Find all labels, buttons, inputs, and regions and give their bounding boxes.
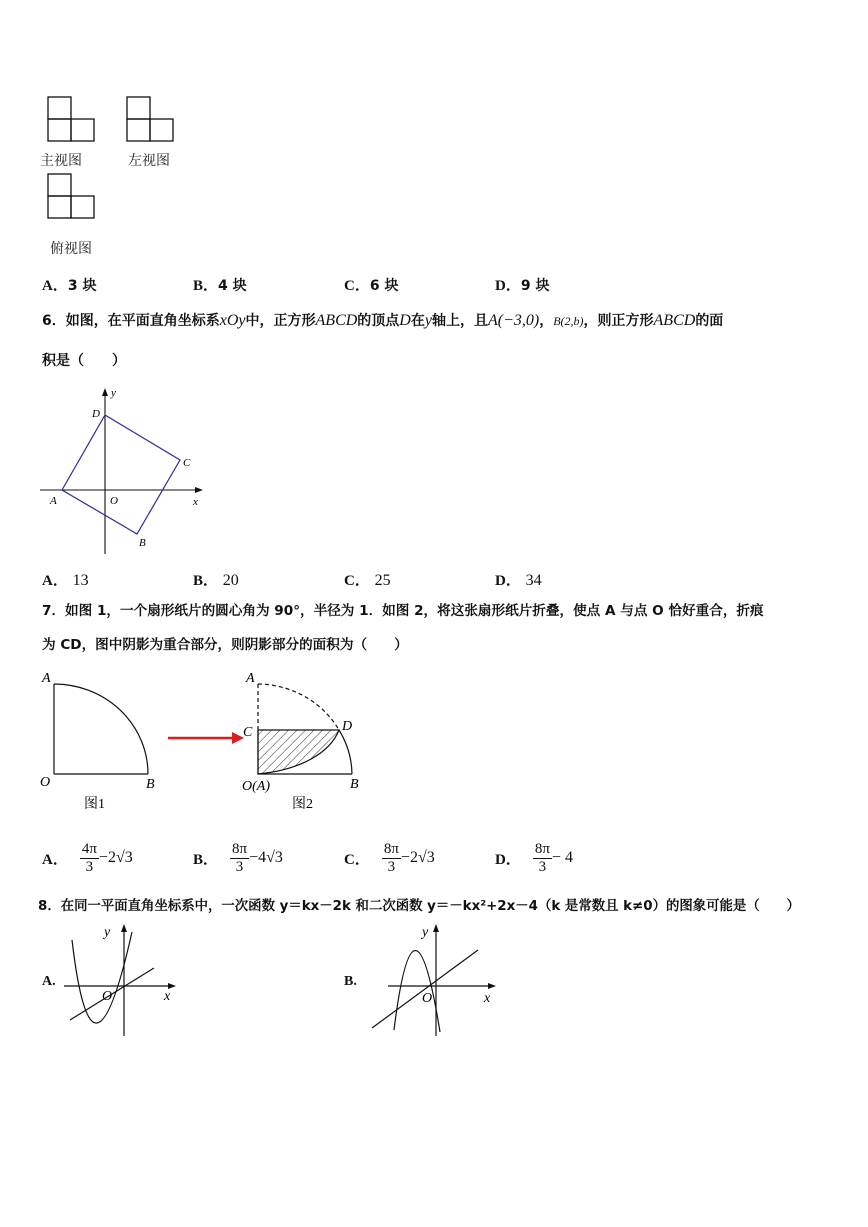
q6-option-c: C． 25 <box>344 572 391 589</box>
q7-stem-line2: 为 CD，图中阴影为重合部分，则阴影部分的面积为（ ） <box>42 637 408 653</box>
q8-graph-a <box>62 920 182 1038</box>
fig1-label-b: B <box>146 777 155 792</box>
front-view-caption: 主视图 <box>40 153 82 169</box>
q7-option-d: D． $\frac{8\pi}{3}$ − 4 <box>495 840 573 875</box>
front-view-figure <box>45 95 97 145</box>
q8b-x-label: x <box>484 991 491 1006</box>
fig1-label-a: A <box>42 671 51 686</box>
q8a-o-label: O <box>102 989 113 1004</box>
label-b: B <box>139 537 146 549</box>
fold-arrow <box>166 730 246 746</box>
left-view-figure <box>124 95 176 145</box>
fig2-label-d: D <box>342 719 353 734</box>
label-c: C <box>183 457 191 469</box>
label-d: D <box>92 408 100 420</box>
fig2-label-b: B <box>350 777 359 792</box>
top-view-caption: 俯视图 <box>50 241 92 257</box>
top-view-figure <box>45 172 97 222</box>
q6-option-b: B． 20 <box>193 572 239 589</box>
q5-option-c: C．6 块 <box>344 278 399 294</box>
q7-stem-line1: 7．如图 1，一个扇形纸片的圆心角为 90°，半径为 1．如图 2，将这张扇形纸片折叠，使点 A 与点 O 恰好重合，折痕 <box>42 603 764 619</box>
q8a-y-label: y <box>104 925 111 940</box>
q8a-x-label: x <box>164 989 171 1004</box>
fig2-label-o: O(A) <box>242 779 270 794</box>
q8-stem: 8．在同一平面直角坐标系中，一次函数 y＝kx－2k 和二次函数 y＝－kx²+2x－4（k 是常数且 k≠0）的图象可能是（ ） <box>38 899 800 914</box>
fig2-label-c: C <box>243 725 253 740</box>
q8b-y-label: y <box>422 925 429 940</box>
q6-coordinate-figure <box>38 384 208 556</box>
left-view-caption: 左视图 <box>128 153 170 169</box>
q7-figure-2 <box>240 668 370 814</box>
q5-option-d: D．9 块 <box>495 278 550 294</box>
q6-stem-line2: 积是（ ） <box>42 353 126 369</box>
fig1-caption: 图1 <box>84 797 105 812</box>
q8b-o-label: O <box>422 991 433 1006</box>
q7-option-b: B． $\frac{8\pi}{3}$ −4√3 <box>193 840 283 875</box>
label-x: x <box>193 496 198 508</box>
q6-option-a: A． 13 <box>42 572 89 589</box>
label-y: y <box>111 387 116 399</box>
q7-figure-1 <box>36 668 166 814</box>
label-o: O <box>110 495 118 507</box>
q8-option-a-label: A. <box>42 974 56 989</box>
fig2-label-a: A <box>246 671 255 686</box>
fig2-caption: 图2 <box>292 797 313 812</box>
fig1-label-o: O <box>40 775 51 790</box>
q7-option-c: C． $\frac{8\pi}{3}$ −2√3 <box>344 840 435 875</box>
q5-option-b: B．4 块 <box>193 278 247 294</box>
label-a: A <box>50 495 57 507</box>
q7-option-a: A． $\frac{4\pi}{3}$ −2√3 <box>42 840 133 875</box>
q6-option-d: D． 34 <box>495 572 542 589</box>
q8-option-b-label: B. <box>344 974 357 989</box>
q5-option-a: A．3 块 <box>42 278 97 294</box>
q8-graph-b <box>366 920 502 1038</box>
q6-stem-line1: 6．如图，在平面直角坐标系xOy中，正方形ABCD的顶点D在y轴上，且A(−3,0)，B(2,b)，则正方形ABCD的面 <box>42 312 724 329</box>
